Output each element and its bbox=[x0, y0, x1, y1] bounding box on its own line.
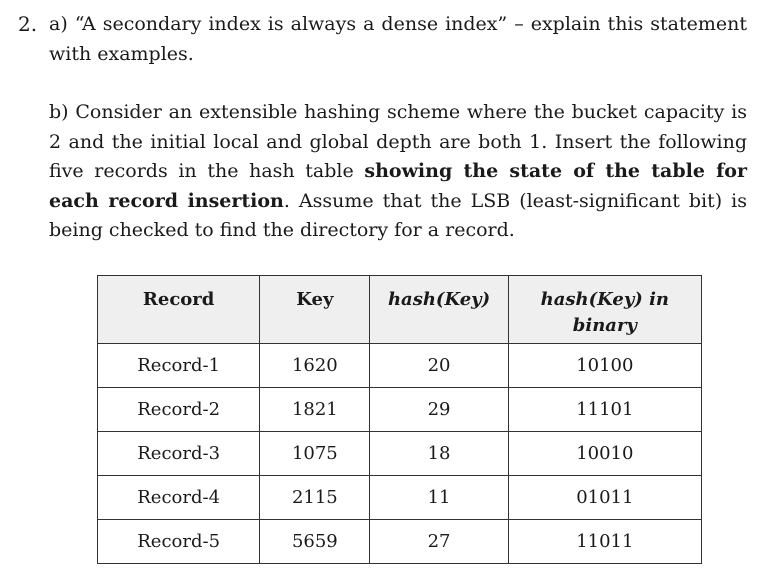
cell-hash: 18 bbox=[370, 432, 508, 476]
cell-binary: 11101 bbox=[508, 388, 701, 432]
question-part-a: a) “A secondary index is always a dense index” – explain this statement with examples. bbox=[49, 13, 747, 65]
header-record: Record bbox=[98, 276, 260, 344]
cell-binary: 10010 bbox=[508, 432, 701, 476]
cell-record: Record-3 bbox=[98, 432, 260, 476]
cell-hash: 27 bbox=[370, 520, 508, 564]
records-table bbox=[97, 275, 702, 564]
cell-binary: 10100 bbox=[508, 344, 701, 388]
table-row bbox=[98, 520, 702, 564]
cell-record: Record-4 bbox=[98, 476, 260, 520]
header-hash: hash(Key) bbox=[370, 276, 508, 344]
cell-record: Record-5 bbox=[98, 520, 260, 564]
table-row bbox=[98, 388, 702, 432]
part-b-tail: . Assume that the LSB (least-significant bit) is being checked to find the directory for a record. bbox=[49, 189, 747, 241]
header-key: Key bbox=[260, 276, 370, 344]
cell-hash: 29 bbox=[370, 388, 508, 432]
cell-key: 1620 bbox=[260, 344, 370, 388]
cell-hash: 20 bbox=[370, 344, 508, 388]
header-binary: hash(Key) in binary bbox=[508, 276, 701, 344]
question-number: 2. bbox=[18, 12, 38, 36]
question-part-b bbox=[49, 98, 747, 246]
cell-hash: 11 bbox=[370, 476, 508, 520]
table-row bbox=[98, 432, 702, 476]
cell-binary: 11011 bbox=[508, 520, 701, 564]
cell-binary: 01011 bbox=[508, 476, 701, 520]
cell-key: 2115 bbox=[260, 476, 370, 520]
cell-key: 1075 bbox=[260, 432, 370, 476]
table-row bbox=[98, 476, 702, 520]
cell-record: Record-1 bbox=[98, 344, 260, 388]
cell-key: 1821 bbox=[260, 388, 370, 432]
table-row bbox=[98, 344, 702, 388]
part-b-bold: showing the state of the table for each record insertion bbox=[49, 160, 747, 212]
cell-key: 5659 bbox=[260, 520, 370, 564]
table-header-row bbox=[98, 276, 702, 344]
cell-record: Record-2 bbox=[98, 388, 260, 432]
part-b-lead: b) Consider an extensible hashing scheme where the bucket capacity is 2 and the initial local and global depth are both 1. Insert the following five records in the hash table bbox=[49, 101, 747, 182]
